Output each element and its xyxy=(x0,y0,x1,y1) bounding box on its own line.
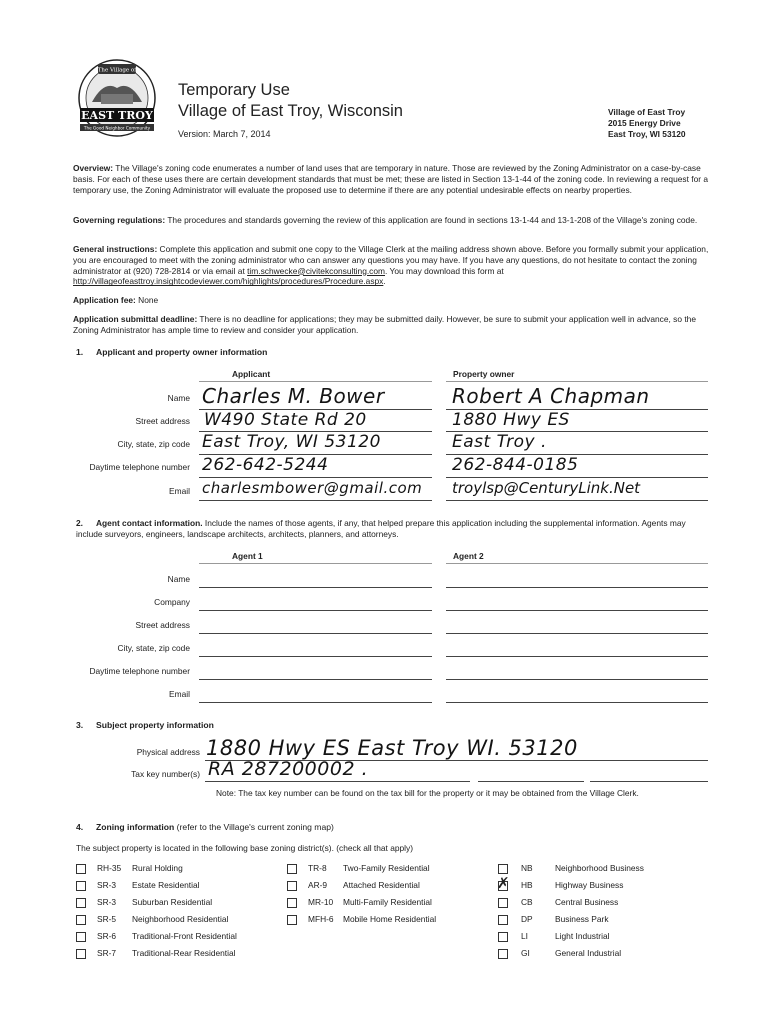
agent2-name-field[interactable] xyxy=(446,587,708,588)
instructions-text3: . xyxy=(383,276,386,287)
zoning-checkbox[interactable] xyxy=(498,949,508,959)
agent-city-label: City, state, zip code xyxy=(117,643,190,653)
section1-number: 1. xyxy=(76,347,84,357)
owner-phone-field[interactable]: 262-844-0185 xyxy=(452,455,579,475)
agent2-city-field[interactable] xyxy=(446,656,708,657)
zoning-desc: Highway Business xyxy=(555,880,624,890)
owner-street-field[interactable]: 1880 Hwy ES xyxy=(452,410,570,430)
email-underline-owner xyxy=(446,500,708,501)
agent2-column-header: Agent 2 xyxy=(453,551,484,561)
section2-number: 2. xyxy=(76,518,83,528)
zoning-checkbox[interactable] xyxy=(287,915,297,925)
document-title-line1: Temporary Use xyxy=(178,81,290,99)
deadline-paragraph xyxy=(73,314,709,336)
street-address-label: Street address xyxy=(135,416,190,426)
logo-main-text: EAST TROY xyxy=(81,109,153,122)
title-block xyxy=(178,80,403,139)
governing-text: The procedures and standards governing the review of this application are found in sections 13-1-44 and 13-1-208 of the Village's zoning code. xyxy=(165,215,698,225)
applicant-email-field[interactable]: charlesmbower@gmail.com xyxy=(202,479,423,497)
zoning-code: SR-5 xyxy=(97,914,117,924)
zoning-checkbox[interactable] xyxy=(76,864,86,874)
agent1-company-field[interactable] xyxy=(199,610,432,611)
zoning-code: MFH-6 xyxy=(308,914,334,924)
instructions-label: General instructions: xyxy=(73,244,158,254)
village-address xyxy=(608,107,686,140)
zoning-code: SR-3 xyxy=(97,880,117,890)
owner-header-rule xyxy=(446,381,708,382)
logo-top-text: The Village of xyxy=(97,67,137,74)
section2-text: Include the names of those agents, if any, that helped prepare this application including the supplemental information. Agents may include surveyors, engineers, landscape architects, architects, planners, and attorneys. xyxy=(76,518,686,539)
physical-address-label: Physical address xyxy=(136,747,200,757)
zoning-desc: Neighborhood Business xyxy=(555,863,644,873)
zoning-code: RH-35 xyxy=(97,863,122,873)
zoning-checkbox[interactable] xyxy=(498,898,508,908)
email-underline-applicant xyxy=(199,500,432,501)
agent-street-label: Street address xyxy=(135,620,190,630)
owner-column-header: Property owner xyxy=(453,369,515,379)
zoning-desc: Estate Residential xyxy=(132,880,200,890)
section1-heading xyxy=(76,347,267,357)
zoning-code: TR-8 xyxy=(308,863,327,873)
tax-key-label: Tax key number(s) xyxy=(131,769,200,779)
zoning-code: GI xyxy=(521,948,530,958)
owner-email-field[interactable]: troylsp@CenturyLink.Net xyxy=(452,479,641,497)
tax-key-field[interactable]: RA 287200002 . xyxy=(208,758,369,780)
applicant-name-field[interactable]: Charles M. Bower xyxy=(202,384,385,408)
agent2-phone-field[interactable] xyxy=(446,679,708,680)
zoning-code: MR-10 xyxy=(308,897,334,907)
zoning-code: DP xyxy=(521,914,533,924)
zoning-code: SR-3 xyxy=(97,897,117,907)
governing-label: Governing regulations: xyxy=(73,215,166,225)
applicant-column-header: Applicant xyxy=(232,369,271,379)
applicant-phone-field[interactable]: 262-642-5244 xyxy=(202,455,329,475)
instructions-text2: . You may download this form at xyxy=(385,265,504,276)
agent1-street-field[interactable] xyxy=(199,633,432,634)
phone-underline-owner xyxy=(446,477,708,478)
tax-key-underline-3 xyxy=(590,781,708,782)
overview-label: Overview: xyxy=(73,163,114,173)
address-org: Village of East Troy xyxy=(608,107,686,117)
tax-key-underline-2 xyxy=(478,781,584,782)
zoning-desc: Business Park xyxy=(555,914,609,924)
section3-heading xyxy=(76,720,214,730)
instructions-paragraph xyxy=(73,244,709,287)
zoning-desc: General Industrial xyxy=(555,948,622,958)
agent2-street-field[interactable] xyxy=(446,633,708,634)
phone-underline-applicant xyxy=(199,477,432,478)
agent2-company-field[interactable] xyxy=(446,610,708,611)
zoning-checkbox[interactable] xyxy=(76,898,86,908)
applicant-header-rule xyxy=(199,381,432,382)
section4-number: 4. xyxy=(76,822,84,832)
applicant-city-field[interactable]: East Troy, WI 53120 xyxy=(202,432,381,452)
zoning-checkbox[interactable] xyxy=(498,915,508,925)
zoning-checkbox[interactable] xyxy=(287,898,297,908)
logo-tagline: The Good Neighbor Community xyxy=(83,125,151,131)
email-label: Email xyxy=(169,486,190,496)
address-street: 2015 Energy Drive xyxy=(608,118,681,128)
version-text: Version: March 7, 2014 xyxy=(178,129,271,139)
agent1-column-header: Agent 1 xyxy=(232,551,263,561)
owner-name-field[interactable]: Robert A Chapman xyxy=(452,384,650,408)
zoning-desc: Attached Residential xyxy=(343,880,420,890)
zoning-checkbox[interactable] xyxy=(498,864,508,874)
zoning-checkbox[interactable] xyxy=(76,949,86,959)
overview-text: The Village's zoning code enumerates a number of land uses that are temporary in nature. Those are reviewed by the Zoning Administrator on a case-by-case basis. For each of these uses there are certain development standards that must be met; these are listed in Section 13-1-44 of the zoning code. In reviewing a request for a temporary use, the Zoning Administrator will evaluate the proposed use to determine if there are any potential undesirable effects on nearby properties. xyxy=(73,163,708,195)
zoning-checkbox[interactable] xyxy=(76,915,86,925)
zoning-code: CB xyxy=(521,897,533,907)
instructions-text: Complete this application and submit one copy to the Village Clerk at the mailing address shown above. Before you formally submit your application, you are encouraged to meet with the zoning administrator who can answer any questions you may have. If you have any questions, do not hesitate to contact the zoning administrator at (920) 728-2814 or via email at xyxy=(73,244,709,276)
fee-text: None xyxy=(135,295,159,305)
zoning-checkbox[interactable] xyxy=(287,864,297,874)
zoning-desc: Central Business xyxy=(555,897,619,907)
section2-title: Agent contact information. xyxy=(96,518,203,528)
governing-paragraph xyxy=(73,215,709,226)
fee-paragraph xyxy=(73,295,709,306)
agent2-email-field[interactable] xyxy=(446,702,708,703)
agent1-name-field[interactable] xyxy=(199,587,432,588)
agent1-phone-field[interactable] xyxy=(199,679,432,680)
agent-name-label: Name xyxy=(167,574,190,584)
zoning-intro: The subject property is located in the following base zoning district(s). (check all that apply) xyxy=(76,843,414,853)
zoning-code: LI xyxy=(521,931,528,941)
section2-heading xyxy=(76,518,712,540)
zoning-desc: Neighborhood Residential xyxy=(132,914,229,924)
zoning-desc: Rural Holding xyxy=(132,863,183,873)
zoning-desc: Two-Family Residential xyxy=(343,863,430,873)
daytime-phone-label: Daytime telephone number xyxy=(89,462,190,472)
agent1-city-field[interactable] xyxy=(199,656,432,657)
section4-title: Zoning information xyxy=(96,822,175,832)
zoning-checkbox[interactable] xyxy=(76,881,86,891)
applicant-name-label: Name xyxy=(167,393,190,403)
zoning-admin-email-link[interactable]: tim.schwecke@civitekconsulting.com xyxy=(247,265,386,276)
zoning-code: SR-7 xyxy=(97,948,117,958)
zoning-code: HB xyxy=(521,880,533,890)
agent2-header-rule xyxy=(446,563,708,564)
section3-title: Subject property information xyxy=(96,720,214,730)
section3-number: 3. xyxy=(76,720,84,730)
agent-company-label: Company xyxy=(154,597,190,607)
section4-heading xyxy=(76,822,334,832)
village-seal-logo xyxy=(74,58,160,140)
zoning-code: AR-9 xyxy=(308,880,328,890)
physical-address-field[interactable]: 1880 Hwy ES East Troy WI. 53120 xyxy=(206,736,578,760)
download-form-link[interactable]: http://villageofeasttroy.insightcodeviewer.com/highlights/procedures/Procedure.aspx xyxy=(73,276,384,287)
check-mark-icon: ✗ xyxy=(497,874,510,892)
tax-key-note: Note: The tax key number can be found on the tax bill for the property or it may be obtained from the Village Clerk. xyxy=(216,788,639,798)
owner-city-field[interactable]: East Troy . xyxy=(452,432,547,452)
city-state-zip-label: City, state, zip code xyxy=(117,439,190,449)
zoning-desc: Traditional-Rear Residential xyxy=(132,948,236,958)
document-title-line2: Village of East Troy, Wisconsin xyxy=(178,102,403,120)
zoning-desc: Mobile Home Residential xyxy=(343,914,437,924)
fee-label: Application fee: xyxy=(73,295,136,305)
deadline-label: Application submittal deadline: xyxy=(73,314,198,324)
zoning-desc: Traditional-Front Residential xyxy=(132,931,237,941)
agent1-email-field[interactable] xyxy=(199,702,432,703)
section1-title: Applicant and property owner information xyxy=(96,347,268,357)
agent1-header-rule xyxy=(199,563,432,564)
address-city: East Troy, WI 53120 xyxy=(608,129,686,139)
zoning-code: SR-6 xyxy=(97,931,117,941)
zoning-checkbox[interactable] xyxy=(287,881,297,891)
overview-paragraph xyxy=(73,163,709,195)
zoning-code: NB xyxy=(521,863,533,873)
zoning-desc: Multi-Family Residential xyxy=(343,897,432,907)
tax-key-underline-1 xyxy=(205,781,470,782)
agent-phone-label: Daytime telephone number xyxy=(89,666,190,676)
zoning-desc: Suburban Residential xyxy=(132,897,213,907)
applicant-street-field[interactable]: W490 State Rd 20 xyxy=(204,410,367,430)
agent-email-label: Email xyxy=(169,689,190,699)
section4-title-rest: (refer to the Village's current zoning map) xyxy=(174,822,334,832)
zoning-desc: Light Industrial xyxy=(555,931,610,941)
zoning-checkbox[interactable] xyxy=(76,932,86,942)
deadline-text: There is no deadline for applications; they may be submitted daily. However, be sure to submit your application well in advance, so the Zoning Administrator has ample time to review and consider your application. xyxy=(73,314,696,335)
zoning-checkbox[interactable] xyxy=(498,932,508,942)
